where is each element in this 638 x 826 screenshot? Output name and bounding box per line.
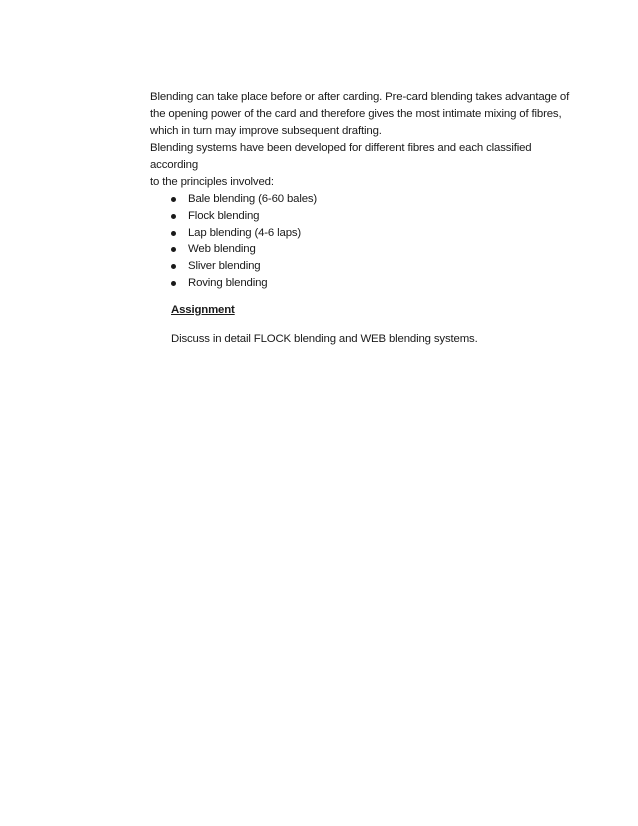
assignment-heading: Assignment <box>171 303 235 316</box>
blending-systems-list <box>171 191 580 292</box>
bullet-icon <box>171 231 176 236</box>
list-item <box>171 275 580 292</box>
document-page <box>150 89 580 348</box>
bullet-icon <box>171 247 176 252</box>
bullet-icon <box>171 281 176 286</box>
list-item-label: Web blending <box>188 243 256 256</box>
intro-paragraph <box>150 89 580 191</box>
list-item <box>171 241 580 258</box>
text-line: which in turn may improve subsequent drafting. <box>150 125 382 137</box>
text-line: the opening power of the card and therefore gives the most intimate mixing of fibres, <box>150 108 562 120</box>
list-item-label: Flock blending <box>188 209 260 222</box>
bullet-icon <box>171 197 176 202</box>
list-item <box>171 208 580 225</box>
list-item <box>171 258 580 275</box>
list-item-label: Lap blending (4-6 laps) <box>188 226 302 239</box>
bullet-icon <box>171 264 176 269</box>
bullet-icon <box>171 214 176 219</box>
list-item-label: Sliver blending <box>188 260 261 273</box>
list-item-label: Bale blending (6-60 bales) <box>188 193 318 205</box>
text-line: to the principles involved: <box>150 176 274 188</box>
text-line: Blending systems have been developed for different fibres and each classified according <box>150 142 532 171</box>
list-item-label: Roving blending <box>188 276 268 289</box>
text-line: Blending can take place before or after carding. Pre-card blending takes advantage of <box>150 91 570 103</box>
list-item <box>171 191 580 208</box>
assignment-task: Discuss in detail FLOCK blending and WEB blending systems. <box>171 332 478 345</box>
list-item <box>171 225 580 242</box>
